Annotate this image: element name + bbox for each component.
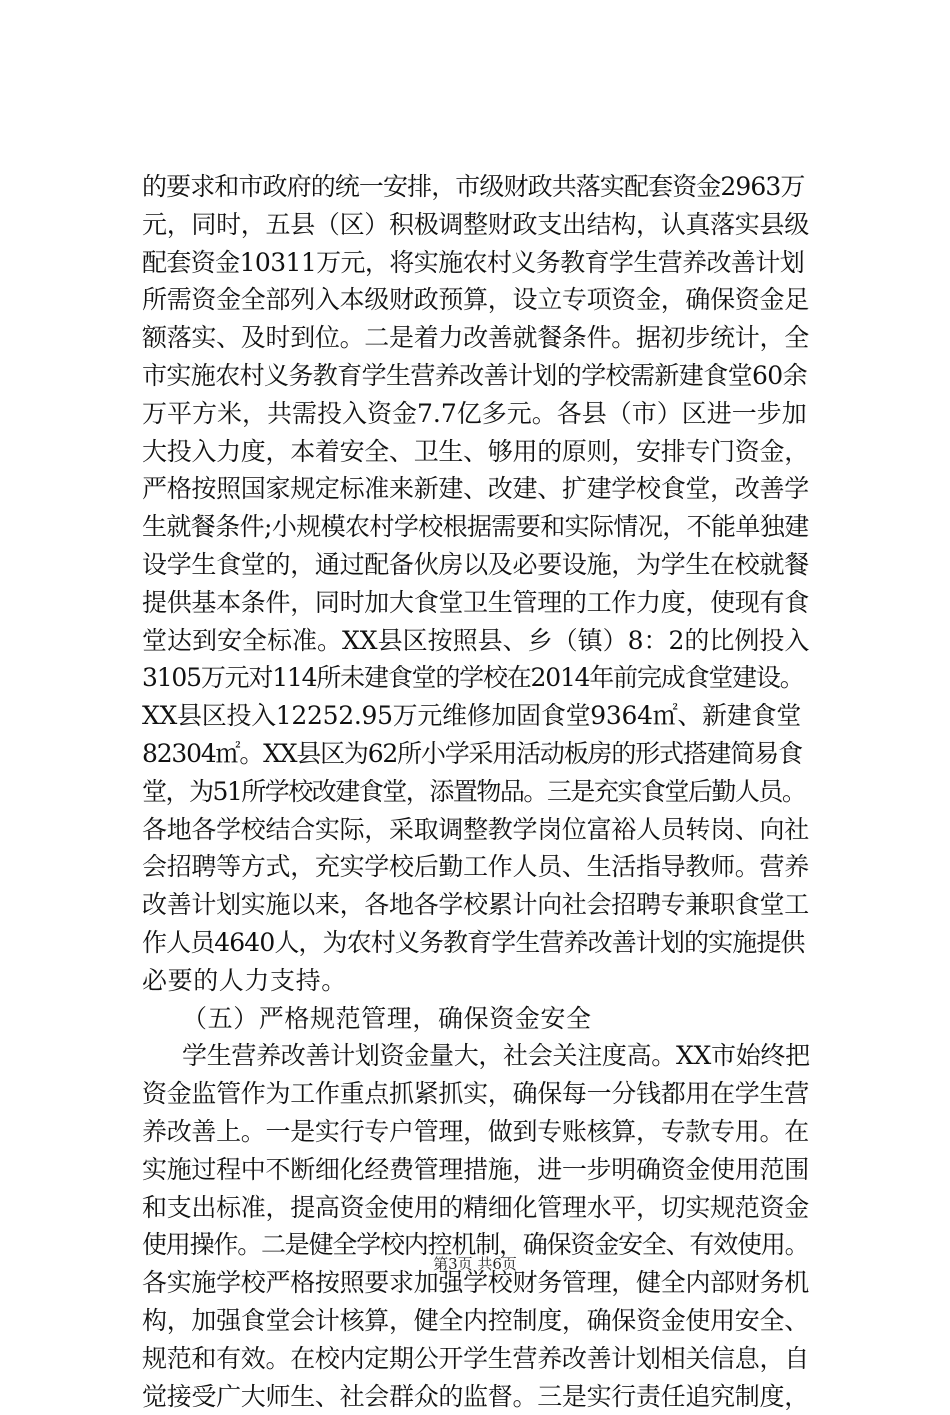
text-line: 严格按照国家规定标准来新建、改建、扩建学校食堂，改善学 — [142, 470, 810, 508]
text-line: 市实施农村义务教育学生营养改善计划的学校需新建食堂60余 — [142, 357, 810, 395]
text-line: 构，加强食堂会计核算，健全内控制度，确保资金使用安全、 — [142, 1302, 810, 1340]
text-line: 提供基本条件，同时加大食堂卫生管理的工作力度，使现有食 — [142, 584, 810, 622]
text-line: 堂，为51所学校改建食堂，添置物品。三是充实食堂后勤人员。 — [142, 773, 810, 811]
text-line: 各地各学校结合实际，采取调整教学岗位富裕人员转岗、向社 — [142, 811, 810, 849]
text-line: 使用操作。二是健全学校内控机制，确保资金安全、有效使用。 — [142, 1226, 810, 1264]
text-line: 堂达到安全标准。XX县区按照县、乡（镇）8：2的比例投入 — [142, 622, 810, 660]
text-line: 生就餐条件;小规模农村学校根据需要和实际情况，不能单独建 — [142, 508, 810, 546]
text-line: 万平方米，共需投入资金7.7亿多元。各县（市）区进一步加 — [142, 395, 810, 433]
text-line: XX县区投入12252.95万元维修加固食堂9364㎡、新建食堂 — [142, 697, 810, 735]
text-line: 学生营养改善计划资金量大，社会关注度高。XX市始终把 — [142, 1037, 810, 1075]
text-line: 设学生食堂的，通过配备伙房以及必要设施，为学生在校就餐 — [142, 546, 810, 584]
section-heading: （五）严格规范管理，确保资金安全 — [142, 1000, 810, 1038]
text-line: 必要的人力支持。 — [142, 962, 810, 1000]
text-line: 元，同时，五县（区）积极调整财政支出结构，认真落实县级 — [142, 206, 810, 244]
text-line: 改善计划实施以来，各地各学校累计向社会招聘专兼职食堂工 — [142, 886, 810, 924]
text-line: 规范和有效。在校内定期公开学生营养改善计划相关信息，自 — [142, 1340, 810, 1378]
text-line: 所需资金全部列入本级财政预算，设立专项资金，确保资金足 — [142, 281, 810, 319]
text-line: 额落实、及时到位。二是着力改善就餐条件。据初步统计，全 — [142, 319, 810, 357]
page-number: 第3页 共6页 — [433, 1255, 517, 1273]
text-line: 作人员4640人，为农村义务教育学生营养改善计划的实施提供 — [142, 924, 810, 962]
text-line: 会招聘等方式，充实学校后勤工作人员、生活指导教师。营养 — [142, 848, 810, 886]
text-line: 各实施学校严格按照要求加强学校财务管理，健全内部财务机 — [142, 1264, 810, 1302]
text-line: 和支出标准，提高资金使用的精细化管理水平，切实规范资金 — [142, 1189, 810, 1227]
text-line: 实施过程中不断细化经费管理措施，进一步明确资金使用范围 — [142, 1151, 810, 1189]
text-line: 觉接受广大师生、社会群众的监督。三是实行责任追究制度， — [142, 1378, 810, 1415]
text-line: 3105万元对114所未建食堂的学校在2014年前完成食堂建设。 — [142, 659, 810, 697]
body-text — [142, 168, 810, 1415]
page-footer — [0, 1254, 950, 1274]
text-line: 82304㎡。XX县区为62所小学采用活动板房的形式搭建简易食 — [142, 735, 810, 773]
text-line: 资金监管作为工作重点抓紧抓实，确保每一分钱都用在学生营 — [142, 1075, 810, 1113]
text-line: 养改善上。一是实行专户管理，做到专账核算，专款专用。在 — [142, 1113, 810, 1151]
text-line: 配套资金10311万元，将实施农村义务教育学生营养改善计划 — [142, 244, 810, 282]
text-line: 大投入力度，本着安全、卫生、够用的原则，安排专门资金， — [142, 433, 810, 471]
text-line: 的要求和市政府的统一安排，市级财政共落实配套资金2963万 — [142, 168, 810, 206]
